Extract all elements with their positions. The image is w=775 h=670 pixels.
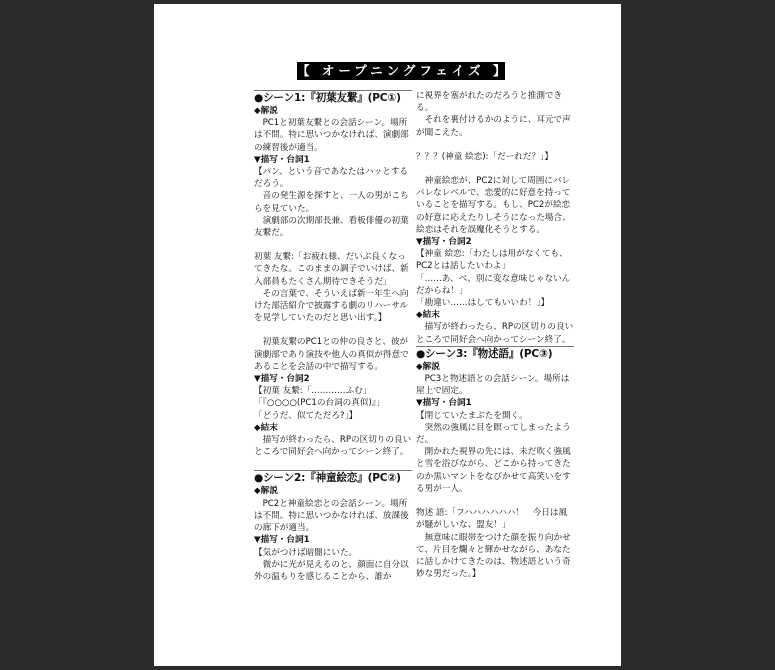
subsection-heading: ◆解説 [416, 361, 440, 372]
body-paragraph: 初葉友繋のPC1との仲の良さと、彼が演劇部であり演技や他人の真似が得意であることを会話の中で描写する。 [254, 337, 409, 372]
subsection-heading: ◆結末 [254, 422, 278, 433]
body-paragraph: 【神童 絵恋:「わたしは用がなくても、PC2とは話したいわよ」 「……あ、べ、別に変な意味じゃないんだからね！」 「勘違い……はしてもいいわ！」】 [416, 249, 571, 309]
body-paragraph: 【初葉 友繋:「…………ふむ」 「『○○○○(PC1の台詞の真似)』」 「どうだ、似てただろ?」】 [254, 386, 385, 421]
body-paragraph: PC3と物述語との会話シーン。場所は屋上で固定。 [416, 374, 570, 397]
section-divider [416, 346, 574, 347]
subsection-heading: ◆結末 [416, 310, 440, 321]
left-text-column [254, 90, 412, 583]
body-paragraph: PC2と神童絵恋との会話シーン。場所は不問。特に思いつかなければ、放課後の廊下が適当。 [254, 498, 409, 534]
subsection-heading: ▼描写・台詞1 [254, 154, 310, 165]
body-paragraph: 描写が終わったら、RPの区切りの良いところで同好会へ向かってシーン終了。 [416, 322, 574, 345]
subsection-heading: ◆解説 [254, 106, 278, 116]
section-divider [254, 90, 412, 91]
body-paragraph: ？？？(神童 絵恋):「だーれだ？」】 [416, 151, 553, 162]
subsection-heading: ▼描写・台詞2 [416, 237, 472, 248]
body-paragraph: 【閉じていたまぶたを開く。 突然の強風に目を瞑ってしまったようだ。 開かれた視界の先には、未だ吹く強風と雪を浴びながら、どこから持ってきたのか黒いマントをなびかせて高笑いをする男が一人。 [416, 410, 571, 494]
scene-heading: ●シーン1:『初葉友繋』(PC①) [254, 92, 401, 104]
body-paragraph: 初葉 友繋:「お疲れ様、だいぶ良くなってきたな。このままの調子でいけば、新入部員もたくさん期待できそうだ」 その言葉で、そういえば新一年生へ向けた部活紹介で披露する劇のリハーサルを見学していたのだと思い出す。】 [254, 252, 409, 324]
paragraph-gap [254, 239, 412, 251]
body-paragraph: 物述 語:「フハハハハハハ！ 今日は風が騒がしいな、盟友！」 無意味に眼帯をつけた顔を振り向かせて、片目を爛々と輝かせながら、あなたに話しかけてきたのは、物述語という奇妙な男だった。】 [416, 508, 571, 580]
page-title: 【 オープニングフェイズ 】 [297, 63, 510, 78]
scene-heading: ●シーン3:『物述語』(PC③) [416, 347, 553, 360]
body-paragraph: 【気がつけば暗闇にいた。 微かに光が見えるのと、顔面に自分以外の温もりを感じることから、誰か [254, 547, 409, 582]
scene-heading: ●シーン2:『神童絵恋』(PC②) [254, 472, 401, 485]
subsection-heading: ▼描写・台詞1 [416, 398, 472, 409]
paragraph-gap [254, 324, 412, 336]
paragraph-gap [254, 458, 412, 470]
right-text-column [416, 90, 574, 580]
body-paragraph: PC1と初葉友繋との会話シーン。場所は不問。特に思いつかなければ、演劇部の練習後が適当。 [254, 118, 409, 153]
subsection-heading: ▼描写・台詞1 [254, 535, 310, 546]
body-paragraph: に視界を塞がれたのだろうと推測できる。 それを裏付けるかのように、耳元で声が聞こえた。 [416, 91, 571, 138]
paragraph-gap [416, 139, 574, 151]
paragraph-gap [416, 495, 574, 507]
body-paragraph: 描写が終わったら、RPの区切りの良いところで同好会へ向かってシーン終了。 [254, 435, 412, 458]
subsection-heading: ▼描写・台詞2 [254, 374, 310, 385]
body-paragraph: 神童絵恋が、PC2に対して周囲にバレバレなレベルで、恋愛的に好意を持っていることを描写する。もし、PC2が絵恋の好意に応えたりしそうになった場合、絵恋はそれを誤魔化そうとする。 [416, 176, 571, 235]
paragraph-gap [416, 163, 574, 175]
subsection-heading: ◆解説 [254, 486, 278, 497]
body-paragraph: 【パン、という音であなたはハッとするだろう。 音の発生源を探すと、一人の男がこちらを見ていた。 演劇部の次期部長兼、看板俳優の初葉友繋だ。 [254, 167, 409, 239]
